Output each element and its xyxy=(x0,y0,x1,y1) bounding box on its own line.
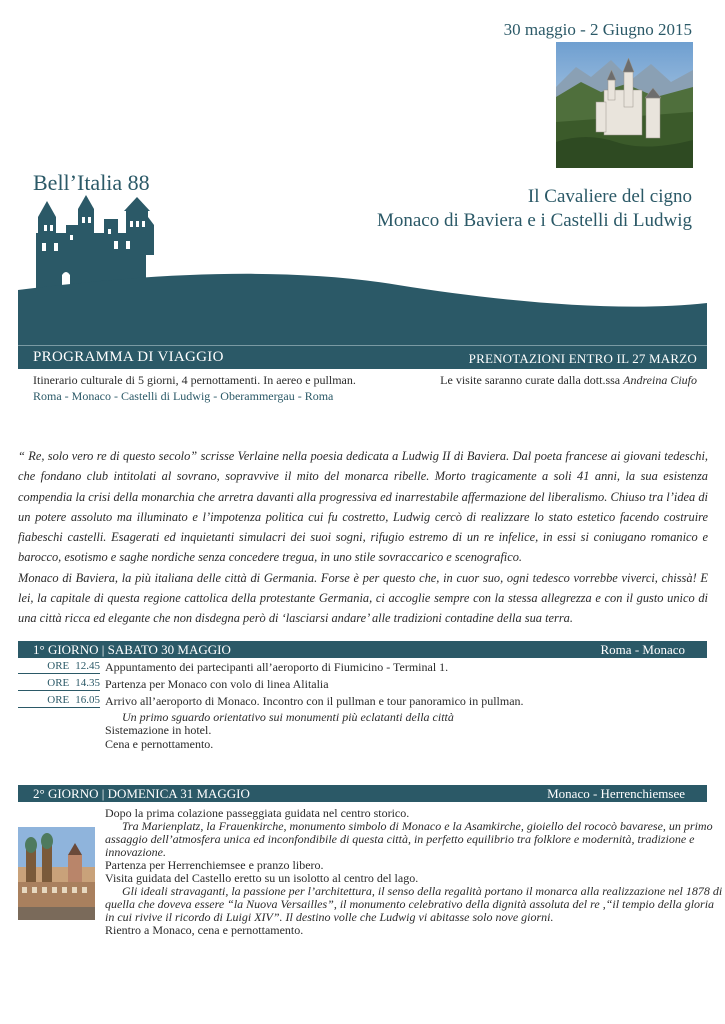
castle-photo xyxy=(556,42,693,168)
schedule-text: Partenza per Monaco con volo di linea Alitalia xyxy=(105,677,329,691)
day2-line-6: Visita guidata del Castello eretto su un isolotto al centro del lago. xyxy=(105,871,419,885)
intro-paragraph-2: Monaco di Baviera, la più italiana delle città di Germania. Forse è per questo che, in cuor suo, ogni tedesco vorrebbe viverci, chissà! E lei, la capitale di questa regione cattolica della protestante Germania, ci accoglie sempre con la stessa allegrezza e con il gusto unico di una città ricca ed elegante che non disdegna però di ‘lasciarsi andare’ alle tradizioni contadine della sua terra. xyxy=(18,570,708,626)
tour-title: Il Cavaliere del cigno xyxy=(527,186,692,207)
day2-line-1: Dopo la prima colazione passeggiata guidata nel centro storico. xyxy=(105,806,410,820)
day2-line-8: quella che doveva essere “la Nuova Versailles”, il monumento celebrativo della dignità assoluta del re ,“il tempio della gloria xyxy=(105,897,715,911)
day2-line-9: in cui rivive il ricordo di Luigi XIV”. Il destino volle che Ludwig vi abitasse solo nove giorni. xyxy=(105,910,554,924)
day1-note: Un primo sguardo orientativo sui monumenti più eclatanti della città xyxy=(122,710,454,724)
day2-line-7: Gli ideali stravaganti, la passione per l’architettura, il senso della regalità portano il monarca alla realizzazione nel 1878 di xyxy=(122,884,723,898)
schedule-text: Arrivo all’aeroporto di Monaco. Incontro con il pullman e tour panoramico in pullman. xyxy=(105,694,524,708)
itinerary-summary: Itinerario culturale di 5 giorni, 4 pernottamenti. In aereo e pullman. xyxy=(33,373,356,387)
munich-photo xyxy=(18,827,95,920)
day2-line-2: Tra Marienplatz, la Frauenkirche, monumento simbolo di Monaco e la Asamkirche, gioiello del rococò bavarese, un primo xyxy=(122,819,713,833)
day1-title: 1° GIORNO | SABATO 30 MAGGIO xyxy=(33,642,231,657)
booking-deadline: PRENOTAZIONI ENTRO IL 27 MARZO xyxy=(468,351,697,366)
time-label: ORE 16.05 xyxy=(18,694,100,708)
tour-subtitle: Monaco di Baviera e i Castelli di Ludwig xyxy=(376,210,692,231)
tour-dates: 30 maggio - 2 Giugno 2015 xyxy=(503,20,692,39)
intro-paragraph-1: “ Re, solo vero re di questo secolo” scrisse Verlaine nella poesia dedicata a Ludwig II di Baviera. Dal poeta francese ai giovani tedeschi, che fondano club intitolati al sovrano, sopravvive il mito del monarca ribelle. Morto tragicamente a soli 41 anni, la sua esistenza compendia la crisi della monarchia che arretra davanti alla progressiva ed inarrestabile affermazione del liberalismo. Chiuso tra l’idea di un potere assoluto ma illuminato e l’impotenza politica cui fu costretto, Ludwig cercò di realizzare lo stato estetico facendo costruire fiabeschi castelli. Esagerati ed inquietanti simulacri dei suoi sogni, rifugio estremo di un re infelice, in essi si coniugano romanico e barocco, esotismo e saghe nordiche senza concedere tregua, in uno stile sovraccarico e scenografico. xyxy=(18,449,708,565)
day1-dinner: Cena e pernottamento. xyxy=(105,737,214,751)
program-bar xyxy=(18,345,707,369)
route-summary: Roma - Monaco - Castelli di Ludwig - Oberammergau - Roma xyxy=(33,389,334,403)
guide-note xyxy=(440,373,697,388)
brand-name: Bell’Italia 88 xyxy=(33,170,150,195)
time-label: ORE 12.45 xyxy=(18,660,100,674)
day2-line-10: Rientro a Monaco, cena e pernottamento. xyxy=(105,923,304,937)
schedule-text: Appuntamento dei partecipanti all’aeroporto di Fiumicino - Terminal 1. xyxy=(105,660,449,674)
day1-route: Roma - Monaco xyxy=(600,642,685,657)
intro-text xyxy=(18,446,708,629)
day2-header xyxy=(18,785,707,802)
day2-line-3: assaggio dell’atmosfera unica ed inconfondibile di questa città, in perfetto equilibrio tra folklore e modernità, tradizione e xyxy=(105,832,695,846)
program-heading: PROGRAMMA DI VIAGGIO xyxy=(33,349,224,365)
guide-name: Andreina Ciufo xyxy=(623,373,697,387)
day2-route: Monaco - Herrenchiemsee xyxy=(547,786,685,801)
day2-title: 2° GIORNO | DOMENICA 31 MAGGIO xyxy=(33,786,250,801)
day1-header xyxy=(18,641,707,658)
time-label: ORE 14.35 xyxy=(18,677,100,691)
day2-line-5: Partenza per Herrenchiemsee e pranzo libero. xyxy=(105,858,324,872)
day1-hotel: Sistemazione in hotel. xyxy=(105,723,212,737)
day2-line-4: innovazione. xyxy=(105,845,166,859)
guide-prefix: Le visite saranno curate dalla dott.ssa xyxy=(440,373,624,387)
